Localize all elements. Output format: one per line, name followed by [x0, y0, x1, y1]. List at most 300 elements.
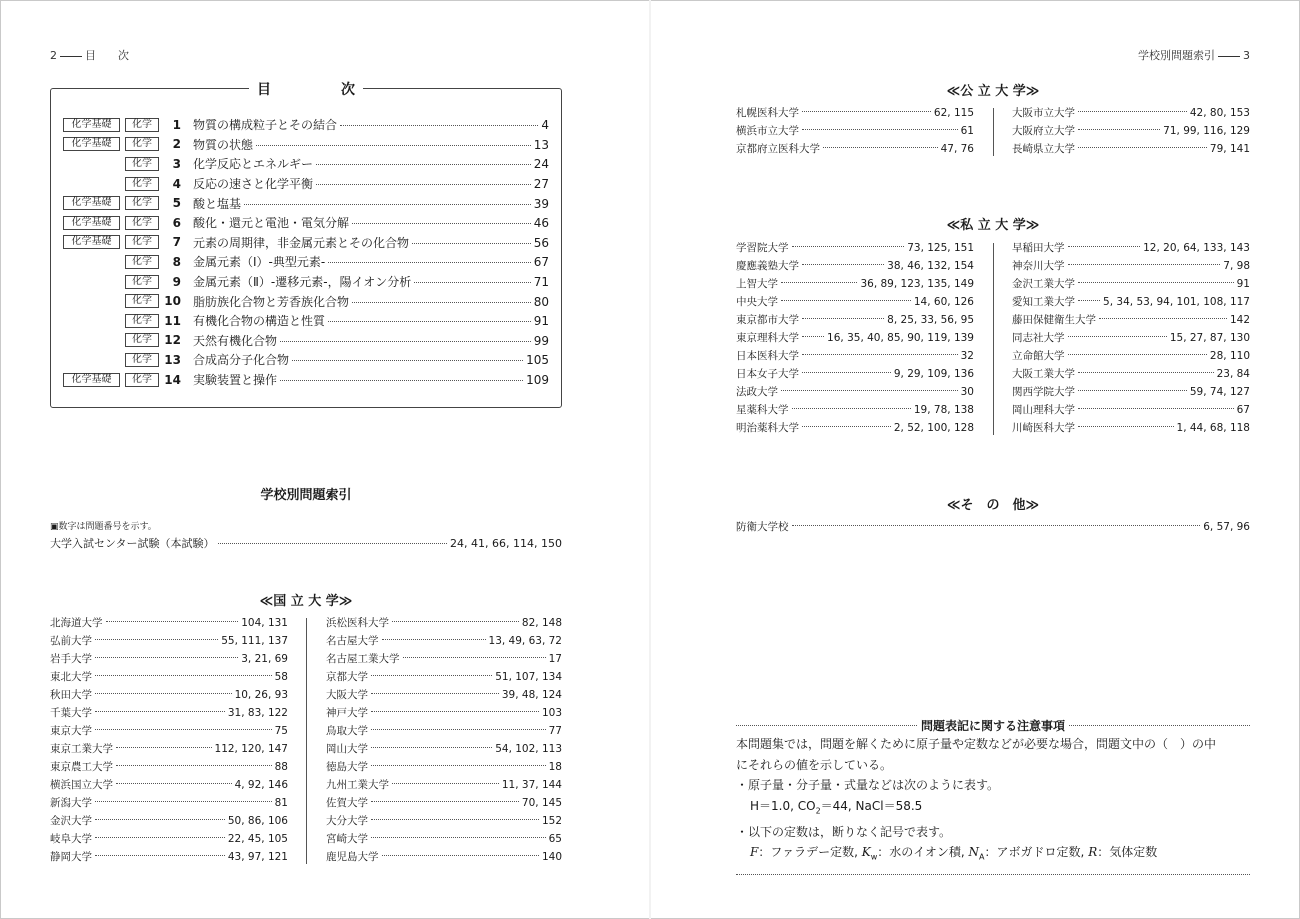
chapter-entry [193, 351, 549, 368]
symbol-sub: A [979, 852, 985, 862]
leader-dots [1068, 246, 1141, 247]
tag-kagaku: 化学 [125, 373, 159, 387]
tag-kagaku: 化学 [125, 333, 159, 347]
chapter-title: 有機化合物の構造と性質 [193, 314, 326, 329]
leader-dots [792, 408, 911, 409]
leader-dots [95, 729, 272, 730]
leader-dots [1078, 147, 1207, 148]
school-name: 法政大学 [736, 386, 778, 398]
leader-dots [403, 657, 546, 658]
school-entry [1012, 293, 1250, 311]
chapter-number: 7 [172, 235, 181, 250]
leader-dots [792, 246, 905, 247]
school-entry [326, 632, 562, 650]
problem-numbers: 67 [1236, 404, 1250, 416]
notice-body [736, 734, 1250, 868]
tag-kagaku: 化学 [125, 157, 159, 171]
chapter-title: 化学反応とエネルギー [193, 157, 314, 172]
school-name: 神奈川大学 [1012, 260, 1065, 272]
problem-numbers: 73, 125, 151 [907, 242, 974, 254]
school-entry [1012, 239, 1250, 257]
leader-dots [371, 747, 492, 748]
constant-desc: ：気体定数 [1097, 845, 1158, 860]
chapter-entry [193, 234, 549, 251]
chapter-number: 10 [164, 294, 181, 309]
tag-kagaku: 化学 [125, 294, 159, 308]
school-entry [736, 122, 974, 140]
leader-dots [371, 801, 519, 802]
leader-dots [412, 243, 531, 244]
school-entry [326, 830, 562, 848]
leader-dots [340, 125, 538, 126]
toc-row [63, 213, 549, 233]
center-exam-entry [50, 535, 562, 551]
school-entry [736, 257, 974, 275]
school-entry [736, 311, 974, 329]
chapter-number: 11 [164, 313, 181, 328]
leader-dots [316, 184, 531, 185]
toc-row [63, 193, 549, 213]
school-name: 神戸大学 [326, 707, 368, 719]
school-name: 大阪市立大学 [1012, 107, 1075, 119]
toc-row [63, 233, 549, 253]
problem-numbers: 9, 29, 109, 136 [893, 368, 974, 380]
school-entry [736, 518, 1250, 536]
public-list-right [1012, 104, 1250, 158]
problem-numbers: 2, 52, 100, 128 [893, 422, 974, 434]
leader-dots [802, 318, 884, 319]
problem-numbers: 75 [274, 725, 288, 737]
right-running-label: 学校別問題索引 [1138, 49, 1215, 62]
problem-numbers: 42, 80, 153 [1189, 107, 1250, 119]
school-entry [736, 140, 974, 158]
school-name: 宮崎大学 [326, 833, 368, 845]
entry-name: 大学入試センター試験（本試験） [50, 537, 215, 550]
toc-row [63, 135, 549, 155]
leader-dots [95, 693, 232, 694]
chapter-page: 24 [533, 157, 549, 172]
tag-kagaku-kiso: 化学基礎 [63, 137, 120, 151]
problem-numbers: 30 [960, 386, 974, 398]
school-name: 横浜市立大学 [736, 125, 799, 137]
school-name: 東京大学 [50, 725, 92, 737]
chapter-number: 1 [172, 117, 181, 132]
chapter-number: 8 [172, 254, 181, 269]
school-name: 九州工業大学 [326, 779, 389, 791]
school-name: 東京工業大学 [50, 743, 113, 755]
problem-numbers: 59, 74, 127 [1189, 386, 1250, 398]
toc-row [63, 115, 549, 135]
chapter-entry [193, 195, 549, 212]
school-entry [1012, 257, 1250, 275]
left-page-number: 2 [50, 49, 57, 62]
leader-dots [823, 147, 938, 148]
constant-desc: ：ファラデー定数, [758, 845, 858, 860]
school-entry [326, 668, 562, 686]
notice-line: 本問題集では，問題を解くために原子量や定数などが必要な場合，問題文中の（ ）の中 [736, 737, 1217, 751]
school-name: 佐賀大学 [326, 797, 368, 809]
index-title: 学校別問題索引 [260, 488, 352, 503]
chapter-title: 物質の構成粒子とその結合 [193, 118, 338, 133]
school-name: 新潟大学 [50, 797, 92, 809]
chapter-number: 3 [172, 156, 181, 171]
notice-line: にそれらの値を示している。 [736, 757, 893, 772]
chapter-number: 5 [172, 196, 181, 211]
school-entry [736, 419, 974, 437]
school-entry [736, 347, 974, 365]
tag-kagaku: 化学 [125, 353, 159, 367]
problem-numbers: 81 [274, 797, 288, 809]
school-entry [1012, 140, 1250, 158]
leader-dots [802, 129, 958, 130]
leader-dots [1078, 372, 1214, 373]
leader-dots [1068, 354, 1207, 355]
school-name: 東京農工大学 [50, 761, 113, 773]
problem-numbers: 103 [541, 707, 562, 719]
leader-dots [95, 837, 225, 838]
leader-dots [256, 145, 531, 146]
school-name: 鹿児島大学 [326, 851, 379, 863]
school-name: 名古屋工業大学 [326, 653, 400, 665]
school-name: 横浜国立大学 [50, 779, 113, 791]
leader-dots [414, 282, 531, 283]
notice-box [736, 716, 1250, 875]
school-name: 札幌医科大学 [736, 107, 799, 119]
school-entry [50, 632, 288, 650]
toc-row [63, 370, 549, 390]
school-name: 川崎医科大学 [1012, 422, 1075, 434]
symbol-Kw: K [861, 845, 871, 860]
tag-kagaku: 化学 [125, 275, 159, 289]
toc-row [63, 331, 549, 351]
school-entry [50, 740, 288, 758]
leader-dots [392, 621, 519, 622]
leader-dots [280, 341, 531, 342]
school-name: 大阪大学 [326, 689, 368, 701]
problem-numbers: 77 [548, 725, 562, 737]
school-entry [50, 848, 288, 866]
school-name: 岡山理科大学 [1012, 404, 1075, 416]
problem-numbers: 16, 35, 40, 85, 90, 119, 139 [827, 332, 974, 344]
chapter-page: 13 [533, 137, 549, 152]
problem-numbers: 54, 102, 113 [495, 743, 562, 755]
school-entry [1012, 311, 1250, 329]
school-entry [736, 401, 974, 419]
leader-dots [1068, 336, 1167, 337]
chapter-title: 金属元素（Ⅱ）-遷移元素-，陽イオン分析 [193, 275, 412, 290]
chapter-title: 酸と塩基 [193, 196, 242, 211]
problem-numbers: 11, 37, 144 [501, 779, 562, 791]
problem-numbers: 12, 20, 64, 133, 143 [1143, 242, 1250, 254]
chapter-page: 4 [541, 118, 549, 133]
leader-dots [1068, 264, 1221, 265]
leader-dots [1078, 390, 1187, 391]
leader-dots [95, 801, 272, 802]
school-name: 明治薬科大学 [736, 422, 799, 434]
tag-kagaku-kiso: 化学基礎 [63, 196, 120, 210]
toc-title [249, 79, 363, 99]
leader-dots [352, 302, 531, 303]
problem-numbers: 88 [274, 761, 288, 773]
chapter-entry [193, 116, 549, 133]
school-entry [736, 275, 974, 293]
school-entry [736, 239, 974, 257]
leader-dots [244, 204, 531, 205]
school-name: 同志社大学 [1012, 332, 1065, 344]
school-entry [1012, 401, 1250, 419]
notice-constants-line [736, 842, 1250, 868]
spread-gutter [649, 0, 651, 919]
school-entry [326, 704, 562, 722]
national-title: ≪国 立 大 学≫ [259, 594, 353, 609]
leader-dots [116, 783, 232, 784]
school-entry [1012, 329, 1250, 347]
leader-dots [116, 747, 212, 748]
school-entry [50, 794, 288, 812]
school-entry [1012, 365, 1250, 383]
toc-row [63, 291, 549, 311]
school-name: 星薬科大学 [736, 404, 789, 416]
national-list-left [50, 614, 288, 866]
leader-dots [392, 783, 499, 784]
school-name: 中央大学 [736, 296, 778, 308]
school-entry [736, 365, 974, 383]
chapter-title: 反応の速さと化学平衡 [193, 177, 314, 192]
school-name: 愛知工業大学 [1012, 296, 1075, 308]
chapter-page: 67 [533, 255, 549, 270]
problem-numbers: 4, 92, 146 [234, 779, 288, 791]
toc-row [63, 252, 549, 272]
chapter-entry [193, 332, 549, 349]
school-name: 東京都市大学 [736, 314, 799, 326]
leader-dots [1099, 318, 1227, 319]
problem-numbers: 18 [548, 761, 562, 773]
problem-numbers: 23, 84 [1216, 368, 1250, 380]
problem-numbers: 8, 25, 33, 56, 95 [887, 314, 974, 326]
school-entry [1012, 347, 1250, 365]
school-entry [326, 740, 562, 758]
school-name: 京都府立医科大学 [736, 143, 820, 155]
school-name: 北海道大学 [50, 617, 103, 629]
chapter-number: 4 [172, 176, 181, 191]
leader-dots [781, 282, 857, 283]
school-entry [326, 776, 562, 794]
problem-numbers: 43, 97, 121 [227, 851, 288, 863]
leader-dots [218, 543, 447, 544]
leader-dots [371, 837, 546, 838]
notice-formula-line [736, 796, 1250, 822]
school-name: 弘前大学 [50, 635, 92, 647]
notice-line: ・以下の定数は，断りなく記号で表す。 [736, 824, 952, 839]
school-name: 京都大学 [326, 671, 368, 683]
chapter-entry [193, 312, 549, 329]
public-title: ≪公 立 大 学≫ [946, 84, 1040, 99]
column-separator [993, 108, 994, 156]
school-name: 東北大学 [50, 671, 92, 683]
problem-numbers: 19, 78, 138 [913, 404, 974, 416]
school-entry [326, 650, 562, 668]
problem-numbers: 14, 60, 126 [913, 296, 974, 308]
chapter-entry [193, 253, 549, 270]
school-entry [50, 776, 288, 794]
school-name: 早稲田大学 [1012, 242, 1065, 254]
school-entry [1012, 122, 1250, 140]
problem-numbers: 142 [1229, 314, 1250, 326]
problem-numbers: 71, 99, 116, 129 [1163, 125, 1250, 137]
chapter-title: 脂肪族化合物と芳香族化合物 [193, 294, 350, 309]
school-name: 徳島大学 [326, 761, 368, 773]
tag-kagaku-kiso: 化学基礎 [63, 373, 120, 387]
chapter-page: 71 [533, 275, 549, 290]
chapter-page: 80 [533, 294, 549, 309]
problem-numbers: 1, 44, 68, 118 [1176, 422, 1250, 434]
problem-numbers: 7, 98 [1223, 260, 1250, 272]
toc-list [63, 115, 549, 389]
problem-numbers: 62, 115 [933, 107, 974, 119]
school-entry [50, 704, 288, 722]
tag-kagaku: 化学 [125, 177, 159, 191]
problem-numbers: 61 [960, 125, 974, 137]
school-entry [736, 329, 974, 347]
rule-line [1218, 56, 1240, 57]
notice-header [736, 716, 1250, 734]
school-entry [1012, 419, 1250, 437]
right-page-number: 3 [1243, 49, 1250, 62]
toc-row [63, 350, 549, 370]
leader-dots [371, 729, 546, 730]
leader-dots [106, 621, 239, 622]
left-running-label: 目 次 [85, 49, 129, 62]
leader-dots [1078, 300, 1100, 301]
school-name: 岩手大学 [50, 653, 92, 665]
problem-numbers: 51, 107, 134 [495, 671, 562, 683]
school-entry [1012, 275, 1250, 293]
school-entry [50, 614, 288, 632]
entry-numbers: 24, 41, 66, 114, 150 [450, 537, 562, 550]
leader-dots [1078, 111, 1187, 112]
problem-numbers: 47, 76 [940, 143, 974, 155]
problem-numbers: 38, 46, 132, 154 [887, 260, 974, 272]
chapter-page: 99 [533, 333, 549, 348]
national-list-right [326, 614, 562, 866]
toc-title-left: 目 [257, 82, 271, 98]
school-name: 大分大学 [326, 815, 368, 827]
other-title: ≪そ の 他≫ [946, 498, 1040, 513]
school-name: 藤田保健衛生大学 [1012, 314, 1096, 326]
leader-dots [95, 711, 225, 712]
problem-numbers: 32 [960, 350, 974, 362]
leader-dots [371, 675, 492, 676]
leader-dots [1078, 426, 1174, 427]
leader-dots [1078, 129, 1160, 130]
school-name: 岐阜大学 [50, 833, 92, 845]
school-entry [50, 668, 288, 686]
school-name: 岡山大学 [326, 743, 368, 755]
leader-dots [1078, 282, 1234, 283]
school-name: 学習院大学 [736, 242, 789, 254]
tag-kagaku-kiso: 化学基礎 [63, 118, 120, 132]
leader-dots [1078, 408, 1234, 409]
problem-numbers: 91 [1236, 278, 1250, 290]
problem-numbers: 31, 83, 122 [227, 707, 288, 719]
leader-dots [95, 639, 218, 640]
school-entry [50, 758, 288, 776]
school-name: 金沢工業大学 [1012, 278, 1075, 290]
school-name: 浜松医科大学 [326, 617, 389, 629]
toc-row [63, 174, 549, 194]
tag-kagaku: 化学 [125, 314, 159, 328]
private-list-left [736, 239, 974, 437]
dotted-rule [736, 874, 1250, 875]
constant-desc: ：水のイオン積, [877, 845, 965, 860]
leader-dots [95, 855, 225, 856]
chapter-title: 天然有機化合物 [193, 333, 278, 348]
problem-numbers: 36, 89, 123, 135, 149 [860, 278, 974, 290]
school-entry [326, 848, 562, 866]
school-name: 上智大学 [736, 278, 778, 290]
problem-numbers: 13, 49, 63, 72 [488, 635, 562, 647]
index-note: ▣数字は問題番号を示す。 [50, 522, 157, 532]
problem-numbers: 82, 148 [521, 617, 562, 629]
chapter-page: 27 [533, 177, 549, 192]
leader-dots [802, 111, 931, 112]
school-entry [1012, 383, 1250, 401]
school-name: 防衛大学校 [736, 521, 789, 533]
chapter-title: 元素の周期律，非金属元素とその化合物 [193, 235, 410, 250]
school-entry [736, 383, 974, 401]
dotted-rule [736, 725, 917, 726]
chapter-number: 13 [164, 352, 181, 367]
chapter-page: 39 [533, 196, 549, 211]
leader-dots [292, 360, 523, 361]
school-entry [326, 794, 562, 812]
leader-dots [371, 693, 499, 694]
constant-desc: ：アボガドロ定数, [984, 845, 1085, 860]
private-list-right [1012, 239, 1250, 437]
chapter-page: 105 [526, 353, 549, 368]
chapter-title: 金属元素（Ⅰ）-典型元素- [193, 255, 326, 270]
leader-dots [328, 262, 531, 263]
tag-kagaku: 化学 [125, 196, 159, 210]
school-name: 秋田大学 [50, 689, 92, 701]
left-running-head [50, 47, 129, 63]
leader-dots [781, 300, 911, 301]
toc-row [63, 272, 549, 292]
school-name: 名古屋大学 [326, 635, 379, 647]
toc-row [63, 311, 549, 331]
school-name: 鳥取大学 [326, 725, 368, 737]
chapter-entry [193, 293, 549, 310]
leader-dots [316, 164, 531, 165]
problem-numbers: 10, 26, 93 [234, 689, 288, 701]
chapter-title: 合成高分子化合物 [193, 353, 290, 368]
school-entry [50, 722, 288, 740]
leader-dots [792, 525, 1201, 526]
leader-dots [382, 855, 539, 856]
symbol-R: R [1088, 845, 1098, 860]
chapter-title: 実験装置と操作 [193, 373, 278, 388]
leader-dots [352, 223, 531, 224]
column-separator [306, 618, 307, 864]
school-entry [50, 830, 288, 848]
problem-numbers: 50, 86, 106 [227, 815, 288, 827]
tag-kagaku: 化学 [125, 137, 159, 151]
tag-kagaku: 化学 [125, 118, 159, 132]
problem-numbers: 104, 131 [241, 617, 288, 629]
problem-numbers: 112, 120, 147 [214, 743, 288, 755]
problem-numbers: 140 [541, 851, 562, 863]
chapter-page: 109 [526, 373, 549, 388]
